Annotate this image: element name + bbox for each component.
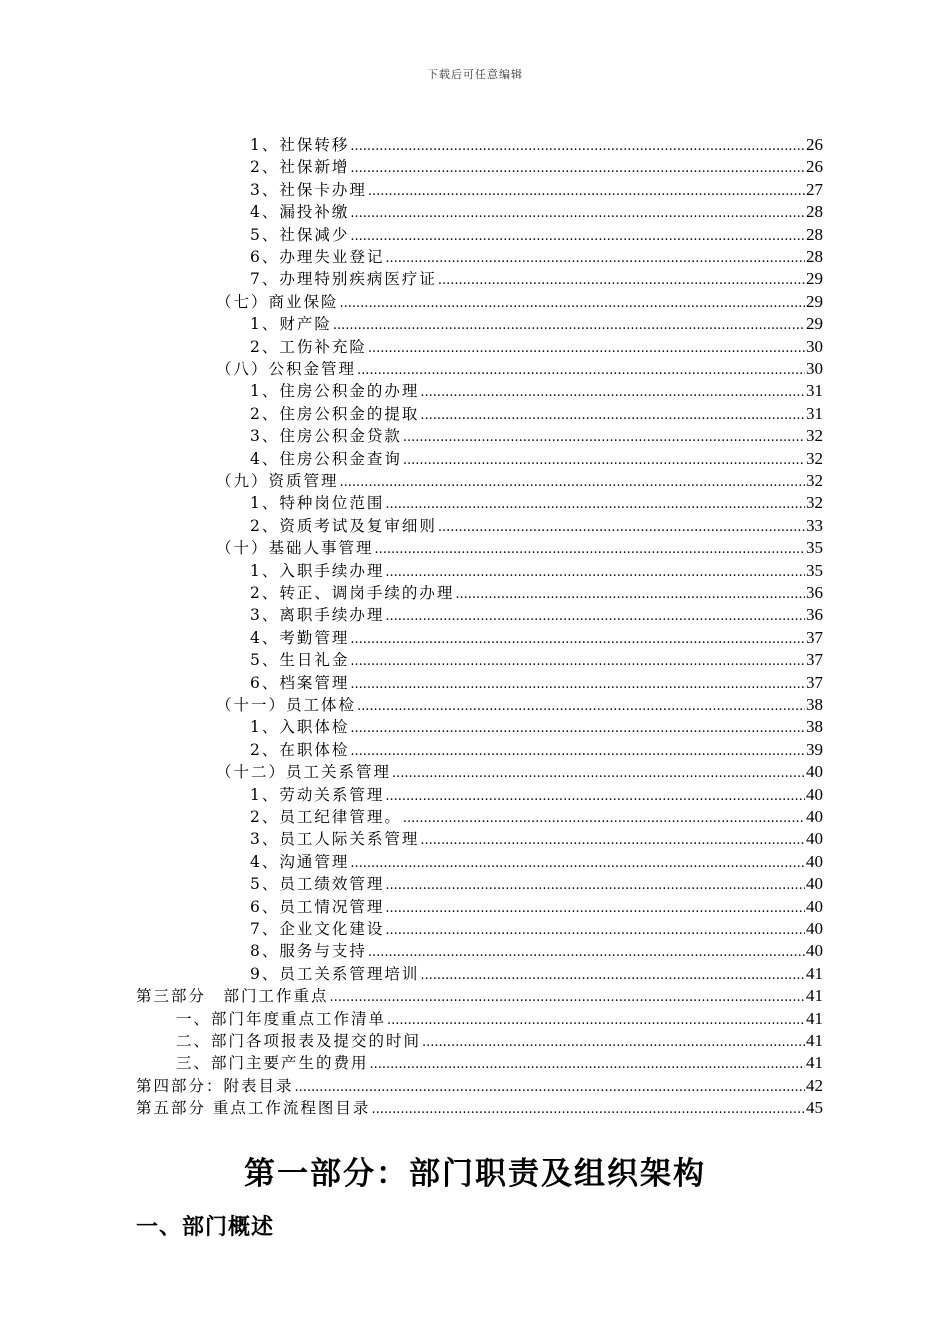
toc-entry-page-number: 29 xyxy=(806,269,823,288)
toc-entry[interactable] xyxy=(250,336,823,358)
toc-entry-label: 8、服务与支持 xyxy=(250,942,367,960)
toc-entry-page-number: 41 xyxy=(806,964,823,983)
toc-entry-page-number: 32 xyxy=(806,493,823,512)
toc-leader-dots xyxy=(350,741,805,763)
toc-entry-label: 一、部门年度重点工作清单 xyxy=(176,1010,387,1028)
toc-entry[interactable] xyxy=(250,448,823,470)
toc-leader-dots xyxy=(385,606,805,628)
toc-entry-page-number: 41 xyxy=(806,1009,823,1028)
toc-entry-page-number: 33 xyxy=(806,516,823,535)
toc-entry-label: 第五部分 重点工作流程图目录 xyxy=(136,1099,371,1117)
part-title: 第一部分：部门职责及组织架构 xyxy=(244,1156,706,1192)
toc-entry-label: 6、档案管理 xyxy=(250,674,350,692)
toc-leader-dots xyxy=(385,562,805,584)
toc-entry-label: 5、员工绩效管理 xyxy=(250,875,385,893)
toc-leader-dots xyxy=(357,360,805,382)
toc-leader-dots xyxy=(403,427,805,449)
toc-entry-label: （十）基础人事管理 xyxy=(216,539,374,557)
toc-leader-dots xyxy=(340,293,805,315)
toc-entry-label: 2、资质考试及复审细则 xyxy=(250,517,437,535)
toc-entry[interactable] xyxy=(250,604,823,626)
toc-entry-page-number: 41 xyxy=(806,1053,823,1072)
toc-entry-page-number: 40 xyxy=(806,785,823,804)
toc-entry[interactable] xyxy=(136,1097,823,1119)
toc-entry[interactable] xyxy=(136,1075,823,1097)
toc-entry[interactable] xyxy=(250,828,823,850)
toc-entry-label: 1、入职体检 xyxy=(250,718,350,736)
toc-entry[interactable] xyxy=(250,806,823,828)
toc-leader-dots xyxy=(403,450,805,472)
toc-entry-page-number: 40 xyxy=(806,807,823,826)
toc-leader-dots xyxy=(370,1054,805,1076)
toc-entry-label: 3、社保卡办理 xyxy=(250,181,367,199)
toc-entry[interactable] xyxy=(250,492,823,514)
toc-entry-page-number: 29 xyxy=(806,292,823,311)
toc-leader-dots xyxy=(385,898,805,920)
toc-entry[interactable] xyxy=(216,537,823,559)
toc-entry-page-number: 40 xyxy=(806,874,823,893)
toc-leader-dots xyxy=(420,965,805,987)
toc-entry-page-number: 37 xyxy=(806,650,823,669)
toc-entry[interactable] xyxy=(250,873,823,895)
toc-entry[interactable] xyxy=(250,134,823,156)
toc-entry-page-number: 30 xyxy=(806,359,823,378)
toc-entry[interactable] xyxy=(216,358,823,380)
toc-entry[interactable] xyxy=(216,761,823,783)
toc-leader-dots xyxy=(385,786,805,808)
section-title: 一、部门概述 xyxy=(136,1215,275,1240)
toc-entry[interactable] xyxy=(250,649,823,671)
toc-entry-label: 第四部分：附表目录 xyxy=(136,1077,294,1095)
toc-entry-page-number: 42 xyxy=(806,1076,823,1095)
toc-entry[interactable] xyxy=(216,291,823,313)
toc-entry-label: 三、部门主要产生的费用 xyxy=(176,1054,369,1072)
toc-entry-label: 7、企业文化建设 xyxy=(250,920,385,938)
toc-leader-dots xyxy=(387,1010,805,1032)
toc-entry-page-number: 36 xyxy=(806,605,823,624)
toc-entry[interactable] xyxy=(250,515,823,537)
toc-entry[interactable] xyxy=(250,963,823,985)
toc-leader-dots xyxy=(420,382,805,404)
toc-entry-label: 3、住房公积金贷款 xyxy=(250,427,402,445)
toc-entry-label: （九）资质管理 xyxy=(216,472,339,490)
toc-entry-page-number: 38 xyxy=(806,695,823,714)
toc-entry[interactable] xyxy=(250,739,823,761)
toc-entry[interactable] xyxy=(216,470,823,492)
toc-entry-label: 2、转正、调岗手续的办理 xyxy=(250,584,455,602)
toc-leader-dots xyxy=(375,539,805,561)
toc-entry[interactable] xyxy=(250,224,823,246)
toc-leader-dots xyxy=(350,718,805,740)
toc-leader-dots xyxy=(350,158,805,180)
toc-entry[interactable] xyxy=(250,425,823,447)
page-header: 下载后可任意编辑 xyxy=(427,68,523,81)
toc-entry-page-number: 40 xyxy=(806,852,823,871)
toc-leader-dots xyxy=(420,405,805,427)
toc-leader-dots xyxy=(392,763,805,785)
toc-entry-label: 1、劳动关系管理 xyxy=(250,786,385,804)
toc-leader-dots xyxy=(368,181,805,203)
toc-entry-label: 4、住房公积金查询 xyxy=(250,450,402,468)
toc-entry[interactable] xyxy=(250,582,823,604)
toc-leader-dots xyxy=(350,853,805,875)
toc-entry-label: 第三部分 部门工作重点 xyxy=(136,987,329,1005)
toc-entry-label: 2、住房公积金的提取 xyxy=(250,405,420,423)
toc-entry[interactable] xyxy=(250,201,823,223)
toc-entry-page-number: 31 xyxy=(806,404,823,423)
toc-leader-dots xyxy=(350,226,805,248)
toc-leader-dots xyxy=(455,584,805,606)
toc-entry-page-number: 31 xyxy=(806,381,823,400)
toc-entry-label: 二、部门各项报表及提交的时间 xyxy=(176,1032,422,1050)
toc-entry[interactable] xyxy=(250,672,823,694)
toc-leader-dots xyxy=(385,875,805,897)
toc-entry[interactable] xyxy=(136,985,823,1007)
toc-entry-page-number: 32 xyxy=(806,471,823,490)
toc-entry-page-number: 37 xyxy=(806,673,823,692)
toc-entry-page-number: 38 xyxy=(806,717,823,736)
toc-entry[interactable] xyxy=(250,627,823,649)
toc-entry-page-number: 36 xyxy=(806,583,823,602)
toc-entry-page-number: 40 xyxy=(806,941,823,960)
toc-entry[interactable] xyxy=(250,560,823,582)
toc-entry-page-number: 27 xyxy=(806,180,823,199)
toc-leader-dots xyxy=(368,942,805,964)
toc-leader-dots xyxy=(330,987,805,1009)
toc-leader-dots xyxy=(371,1099,805,1121)
toc-entry[interactable] xyxy=(250,268,823,290)
toc-entry-label: 1、社保转移 xyxy=(250,136,350,154)
toc-entry-label: 2、在职体检 xyxy=(250,741,350,759)
toc-leader-dots xyxy=(350,136,805,158)
toc-entry-page-number: 28 xyxy=(806,225,823,244)
toc-entry-label: 1、财产险 xyxy=(250,315,332,333)
toc-entry-label: 6、员工情况管理 xyxy=(250,898,385,916)
toc-leader-dots xyxy=(295,1077,805,1099)
toc-leader-dots xyxy=(350,203,805,225)
toc-leader-dots xyxy=(350,651,805,673)
toc-entry-page-number: 29 xyxy=(806,314,823,333)
toc-entry[interactable] xyxy=(250,940,823,962)
toc-entry-page-number: 39 xyxy=(806,740,823,759)
toc-entry-page-number: 41 xyxy=(806,1031,823,1050)
toc-entry-label: 1、住房公积金的办理 xyxy=(250,382,420,400)
toc-entry-page-number: 40 xyxy=(806,829,823,848)
toc-entry-label: （八）公积金管理 xyxy=(216,360,357,378)
toc-entry[interactable] xyxy=(250,716,823,738)
toc-leader-dots xyxy=(385,920,805,942)
toc-entry-label: （十一）员工体检 xyxy=(216,696,357,714)
toc-leader-dots xyxy=(368,338,805,360)
toc-entry-page-number: 35 xyxy=(806,538,823,557)
toc-leader-dots xyxy=(333,315,805,337)
toc-leader-dots xyxy=(438,270,805,292)
toc-entry-label: 3、离职手续办理 xyxy=(250,606,385,624)
toc-entry-label: 4、沟通管理 xyxy=(250,853,350,871)
toc-leader-dots xyxy=(422,1032,805,1054)
toc-entry[interactable] xyxy=(250,246,823,268)
toc-entry-page-number: 32 xyxy=(806,449,823,468)
toc-entry-label: 4、漏投补缴 xyxy=(250,203,350,221)
toc-entry[interactable] xyxy=(250,179,823,201)
toc-entry-label: （十二）员工关系管理 xyxy=(216,763,392,781)
toc-entry[interactable] xyxy=(250,851,823,873)
toc-entry-label: 2、工伤补充险 xyxy=(250,338,367,356)
toc-entry[interactable] xyxy=(250,918,823,940)
toc-leader-dots xyxy=(350,629,805,651)
toc-entry[interactable] xyxy=(250,896,823,918)
toc-entry-page-number: 40 xyxy=(806,762,823,781)
toc-entry-page-number: 26 xyxy=(806,157,823,176)
toc-leader-dots xyxy=(438,517,805,539)
toc-entry-label: 2、社保新增 xyxy=(250,158,350,176)
toc-entry-page-number: 45 xyxy=(806,1098,823,1117)
toc-entry-page-number: 28 xyxy=(806,247,823,266)
toc-entry[interactable] xyxy=(250,380,823,402)
toc-entry-label: 1、入职手续办理 xyxy=(250,562,385,580)
toc-entry-label: 7、办理特别疾病医疗证 xyxy=(250,270,437,288)
toc-entry-page-number: 35 xyxy=(806,561,823,580)
toc-entry-page-number: 40 xyxy=(806,919,823,938)
toc-entry-label: 1、特种岗位范围 xyxy=(250,494,385,512)
toc-leader-dots xyxy=(385,248,805,270)
toc-entry-page-number: 41 xyxy=(806,986,823,1005)
toc-entry-label: 4、考勤管理 xyxy=(250,629,350,647)
toc-entry[interactable] xyxy=(250,784,823,806)
toc-entry-label: （七）商业保险 xyxy=(216,293,339,311)
toc-entry-label: 3、员工人际关系管理 xyxy=(250,830,420,848)
toc-entry-page-number: 40 xyxy=(806,897,823,916)
toc-leader-dots xyxy=(385,494,805,516)
toc-entry[interactable] xyxy=(176,1030,823,1052)
toc-entry[interactable] xyxy=(216,694,823,716)
toc-entry-page-number: 37 xyxy=(806,628,823,647)
toc-entry-label: 5、社保减少 xyxy=(250,226,350,244)
toc-entry-label: 6、办理失业登记 xyxy=(250,248,385,266)
toc-entry-page-number: 28 xyxy=(806,202,823,221)
toc-leader-dots xyxy=(420,830,805,852)
toc-leader-dots xyxy=(357,696,805,718)
toc-entry-page-number: 30 xyxy=(806,337,823,356)
toc-entry-label: 5、生日礼金 xyxy=(250,651,350,669)
toc-entry-label: 2、员工纪律管理。 xyxy=(250,808,402,826)
toc-entry[interactable] xyxy=(250,313,823,335)
toc-entry-page-number: 26 xyxy=(806,135,823,154)
toc-entry[interactable] xyxy=(250,403,823,425)
toc-leader-dots xyxy=(350,674,805,696)
toc-entry[interactable] xyxy=(250,156,823,178)
toc-entry-page-number: 32 xyxy=(806,426,823,445)
toc-leader-dots xyxy=(403,808,805,830)
toc-leader-dots xyxy=(340,472,805,494)
toc-entry[interactable] xyxy=(176,1008,823,1030)
toc-entry[interactable] xyxy=(176,1052,823,1074)
toc-entry-label: 9、员工关系管理培训 xyxy=(250,965,420,983)
